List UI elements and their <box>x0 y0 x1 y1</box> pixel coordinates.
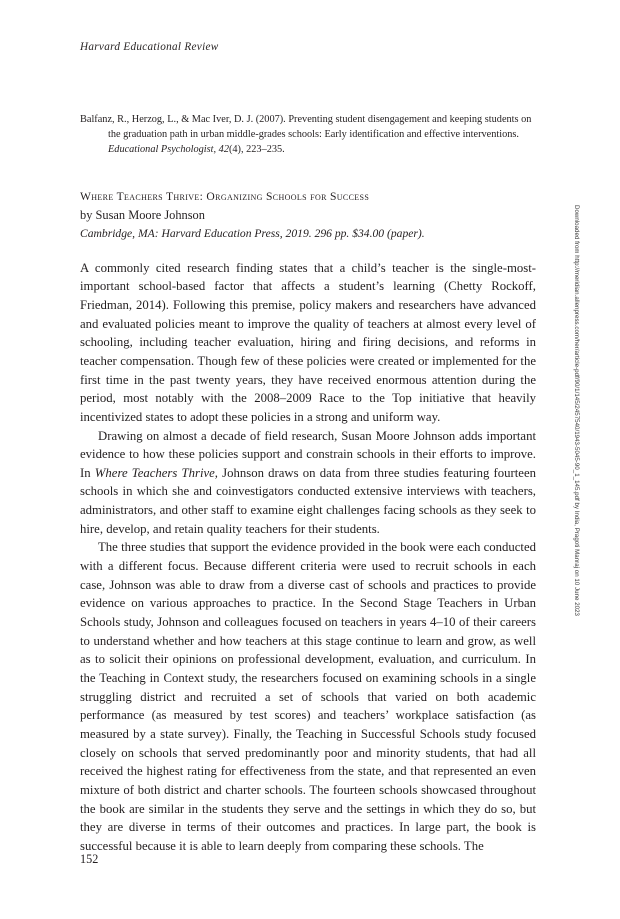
running-head: Harvard Educational Review <box>80 41 219 53</box>
reference-text-part1: Balfanz, R., Herzog, L., & Mac Iver, D. J. (2007). Preventing student disengagement and keeping students on the graduation path in urban middle-grades schools: Early identification and effective interventions. <box>80 114 532 141</box>
book-publication-info: Cambridge, MA: Harvard Education Press, 2019. 296 pp. $34.00 (paper). <box>80 227 425 241</box>
body-paragraph-2 <box>80 427 536 539</box>
book-review-heading <box>80 188 536 243</box>
page-number: 152 <box>80 852 99 866</box>
review-body <box>80 259 536 856</box>
paragraph-2-part-a: Drawing on almost a decade of field research, Susan Moore Johnson adds important evidence to how these policies support and constrain schools in their efforts to improve. In <box>80 428 536 480</box>
book-author: by Susan Moore Johnson <box>80 207 205 222</box>
body-paragraph-1: A commonly cited research finding states that a child’s teacher is the single-most-important school-based factor that affects a student’s learning (Chetty Rockoff, Friedman, 2014). Following this premise, policy makers and researchers have advanced and evaluated policies meant to improve the quality of teachers at almost every level of schooling, including teacher evaluation, hiring and firing decisions, and reforms in teacher compensation. Though few of these policies were created or implemented for the first time in the past twenty years, they have received enormous attention during the period, most notably with the 2008–2009 Race to the Top initiative that heavily incentivized states to adopt these policies in a strong and uniform way. <box>80 260 536 424</box>
reference-text-part2: (4), 223–235. <box>228 144 285 156</box>
reference-journal-title: Educational Psychologist, 42 <box>108 144 229 156</box>
reference-entry <box>80 112 536 158</box>
body-paragraph-3: The three studies that support the evidence provided in the book were each conducted with a different focus. Because different criteria were used to recruit schools in each case, Johnson was able to draw from a diverse cast of schools and practices to provide evidence on various approaches to practice. In the Second Stage Teachers in Urban Schools study, Johnson and colleagues focused on teachers in years 4–10 of their careers to understand whether and how teachers at this stage continue to learn and grow, as well as to solicit their opinions on professional development, evaluation, and curriculum. In the Teaching in Context study, the researchers focused on examining schools in a single struggling district and recruited a set of schools that varied on both academic performance (as measured by test scores) and teachers’ workplace satisfaction (as measured by a state survey). Finally, the Teaching in Successful Schools study focused closely on schools that served predominantly poor and minority students, that had all received the highest rating for effectiveness from the state, and that represented an even mixture of both district and charter schools. The fourteen schools showcased throughout the book are similar in the students they serve and the settings in which they do so, but they are diverse in terms of their outcomes and practices. In large part, the book is successful because it is able to learn deeply from comparing these schools. The <box>80 540 536 853</box>
paragraph-2-book-title: Where Teachers Thrive, <box>94 465 218 480</box>
page-content <box>80 112 536 856</box>
book-title: Where Teachers Thrive: Organizing Schools for Success <box>80 189 370 203</box>
download-source-note: Downloaded from http://meridian.allenpress.com/her/article-pdf/90/1/145/2457540/1943-5045-90_1_145.pdf by India, Pragoti Manraj on 10 June 2023 <box>573 205 580 616</box>
paragraph-2-part-b: Johnson draws on data from three studies featuring fourteen schools in which she and coinvestigators conducted extensive interviews with teachers, administrators, and other staff to examine eight challenges facing schools as they seek to hire, develop, and retain quality teachers for their students. <box>80 465 536 536</box>
